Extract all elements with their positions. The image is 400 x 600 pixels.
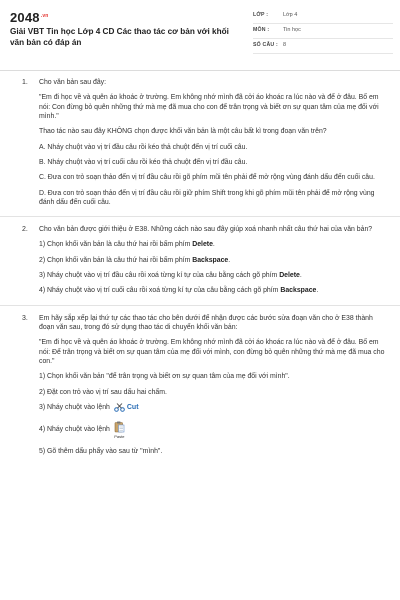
question-prompt: Em hãy sắp xếp lại thứ tự các thao tác cho bên dưới để nhận được các bước sửa đoạn văn cho ở E38 thành đoạn văn sau, trong đó sử dụng thao tác di chuyển khối văn bản: xyxy=(39,314,373,331)
cut-command[interactable] xyxy=(114,403,139,412)
option-end: . xyxy=(299,272,302,280)
paste-label: Paste xyxy=(114,434,125,440)
option-end: . xyxy=(316,287,319,295)
header-divider xyxy=(0,70,400,71)
question-quote: "Em đi học về và quên áo khoác ở trường. Em không nhớ mình đã cởi áo khoác ra lúc nào và để ở đâu. Bố em nói: Để trân trọng và biết ơn sự quan tâm của mẹ đối với mình, con đừng bỏ quên những thứ mà mẹ đã mua cho con." xyxy=(39,339,385,365)
step-4[interactable] xyxy=(39,419,386,439)
scissors-icon xyxy=(114,403,125,412)
question-quote: "Em đi học về và quên áo khoác ở trường. Em không nhớ mình đã cởi áo khoác ra lúc nào và để ở đâu. Bố em nói: Con đừng bỏ quên những thứ mà mẹ đã mua cho con để trân trọng và biết ơn sự quan tâm của mẹ đối với mình." xyxy=(39,94,379,120)
meta-row-count xyxy=(253,39,393,54)
step-2[interactable]: 2) Đặt con trỏ vào vị trí sau dấu hai chấm. xyxy=(39,388,167,396)
key-name: Backspace xyxy=(192,256,229,264)
meta-row-subject xyxy=(253,24,393,39)
page-header xyxy=(0,0,400,70)
option-text: 2) Chọn khối văn bản là câu thứ hai rồi bấm phím xyxy=(39,256,193,264)
meta-value: Lớp 4 xyxy=(283,12,298,19)
question-number: 3. xyxy=(22,314,28,322)
question-prompt: Cho văn bản được giới thiệu ở E38. Những cách nào sau đây giúp xoá nhanh nhất câu thứ hai của văn bản? xyxy=(39,226,373,234)
option-2[interactable] xyxy=(39,256,386,265)
paste-command[interactable] xyxy=(114,421,125,439)
option-end: . xyxy=(212,241,215,249)
document-title: Giải VBT Tin học Lớp 4 CD Các thao tác cơ bản với khối văn bản có đáp án xyxy=(10,27,229,47)
option-a[interactable]: A. Nháy chuột vào vị trí đầu câu rồi kéo thả chuột đến vị trí cuối câu. xyxy=(39,143,248,151)
option-4[interactable] xyxy=(39,286,386,295)
logo-text: 2048 xyxy=(10,10,40,25)
question-divider xyxy=(0,216,400,217)
meta-key: SỐ CÂU : xyxy=(253,42,278,49)
step-text: 4) Nháy chuột vào lệnh xyxy=(39,425,110,433)
step-3[interactable] xyxy=(39,403,386,412)
meta-row-class xyxy=(253,9,393,24)
step-1[interactable]: 1) Chọn khối văn bản "để trân trọng và biết ơn sự quan tâm của mẹ đối với mình". xyxy=(39,373,290,381)
key-name: Backspace xyxy=(280,287,317,295)
option-c[interactable]: C. Đưa con trỏ soạn thảo đến vị trí đầu câu rồi gõ phím mũi tên phải để mở rộng vùng đánh dấu đến cuối câu. xyxy=(39,174,375,182)
option-text: 4) Nháy chuột vào vị trí cuối câu rồi xoá từng kí tự của câu bằng cách gõ phím xyxy=(39,287,281,295)
clipboard-icon xyxy=(114,421,125,433)
option-d[interactable]: D. Đưa con trỏ soạn thảo đến vị trí đầu câu rồi giữ phím Shift trong khi gõ phím mũi tên phải để mở rộng vùng đánh dấu đến cuối câu. xyxy=(39,189,375,206)
option-b[interactable]: B. Nháy chuột vào vị trí cuối câu rồi kéo thả chuột đến vị trí đầu câu. xyxy=(39,158,248,166)
meta-key: LỚP : xyxy=(253,12,269,19)
question-text: Thao tác nào sau đây KHÔNG chọn được khối văn bản là một câu bất kì trong đoạn văn trên? xyxy=(39,128,327,136)
question-3 xyxy=(0,314,400,456)
option-end: . xyxy=(228,256,231,264)
question-number: 2. xyxy=(22,226,28,234)
step-text: 3) Nháy chuột vào lệnh xyxy=(39,403,110,411)
option-text: 1) Chọn khối văn bản là câu thứ hai rồi bấm phím xyxy=(39,241,193,249)
option-text: 3) Nháy chuột vào vị trí đầu câu rồi xoá từng kí tự của câu bằng cách gõ phím xyxy=(39,272,280,280)
logo-suffix: .vn xyxy=(40,12,49,19)
site-logo[interactable] xyxy=(10,9,49,27)
meta-value: 8 xyxy=(283,42,287,49)
question-number: 1. xyxy=(22,79,28,86)
meta-value: Tin học xyxy=(283,27,301,34)
cut-label: Cut xyxy=(126,403,139,411)
question-divider xyxy=(0,305,400,306)
meta-key: MÔN : xyxy=(253,27,270,34)
option-3[interactable] xyxy=(39,271,386,280)
question-1 xyxy=(0,78,400,207)
question-prompt: Cho văn bản sau đây: xyxy=(39,79,107,86)
question-list xyxy=(0,78,400,462)
document-meta xyxy=(253,9,393,54)
step-5[interactable]: 5) Gõ thêm dấu phẩy vào sau từ "mình". xyxy=(39,447,163,455)
question-2 xyxy=(0,225,400,296)
key-name: Delete xyxy=(192,241,213,249)
option-1[interactable] xyxy=(39,240,386,249)
key-name: Delete xyxy=(279,272,300,280)
